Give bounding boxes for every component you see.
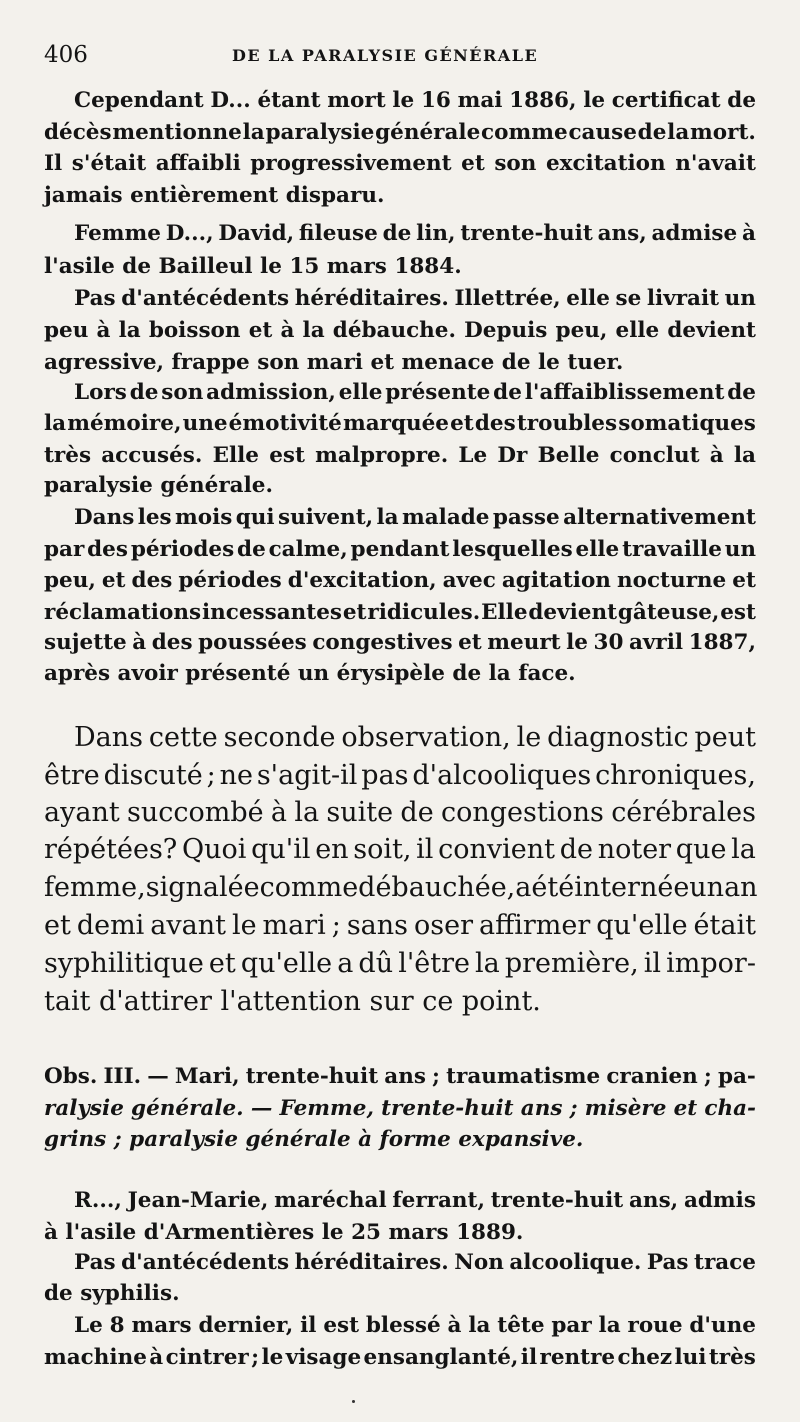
page-header (44, 42, 756, 70)
text-line: par des périodes de calme, pendant lesquelles elle travaille un (44, 537, 756, 562)
text-line: Cependant D... étant mort le 16 mai 1886, le certificat de (74, 88, 756, 113)
text-line: Le 8 mars dernier, il est blessé à la tête par la roue d'une (74, 1313, 756, 1338)
text-line: syphilitique et qu'elle a dû l'être la première, il impor- (44, 948, 756, 979)
text-line: paralysie générale. (44, 473, 273, 498)
ink-speck (352, 1400, 355, 1403)
running-title: DE LA PARALYSIE GÉNÉRALE (232, 46, 539, 65)
text-line: Pas d'antécédents héréditaires. Non alcoolique. Pas trace (74, 1250, 756, 1275)
text-line: grins ; paralysie générale à forme expansive. (44, 1127, 584, 1152)
text-line: après avoir présenté un érysipèle de la face. (44, 661, 576, 686)
text-line: l'asile de Bailleul le 15 mars 1884. (44, 254, 462, 279)
text-line: être discuté ; ne s'agit-il pas d'alcooliques chroniques, (44, 760, 756, 791)
text-line: peu, et des périodes d'excitation, avec agitation nocturne et (44, 568, 756, 593)
text-line: à l'asile d'Armentières le 25 mars 1889. (44, 1220, 524, 1245)
text-line: et demi avant le mari ; sans oser affirmer qu'elle était (44, 910, 756, 941)
text-line: Lors de son admission, elle présente de l'affaiblissement de (74, 380, 756, 405)
text-line: de syphilis. (44, 1281, 180, 1306)
text-line: peu à la boisson et à la débauche. Depuis peu, elle devient (44, 318, 756, 343)
text-line: tait d'attirer l'attention sur ce point. (44, 986, 541, 1017)
text-line: ayant succombé à la suite de congestions cérébrales (44, 797, 756, 828)
text-line: Femme D..., David, fileuse de lin, trente-huit ans, admise à (74, 221, 756, 246)
text-line: jamais entièrement disparu. (44, 183, 385, 208)
text-line: répétées? Quoi qu'il en soit, il convient de noter que la (44, 834, 756, 865)
text-line: Dans les mois qui suivent, la malade passe alternativement (74, 505, 756, 530)
text-line: décès mentionne la paralysie générale comme cause de la mort. (44, 120, 756, 145)
text-line: Pas d'antécédents héréditaires. Illettrée, elle se livrait un (74, 286, 756, 311)
text-line: femme, signalée comme débauchée, a été internée un an (44, 872, 758, 903)
text-line: Obs. III. — Mari, trente-huit ans ; traumatisme cranien ; pa- (44, 1064, 756, 1089)
text-line: très accusés. Elle est malpropre. Le Dr Belle conclut à la (44, 443, 756, 468)
text-line: la mémoire, une émotivité marquée et des troubles somatiques (44, 411, 756, 436)
page-number: 406 (44, 42, 88, 68)
text-line: machine à cintrer ; le visage ensanglanté, il rentre chez lui très (44, 1345, 756, 1370)
text-line: ralysie générale. — Femme, trente-huit ans ; misère et cha- (44, 1096, 756, 1121)
text-line: Il s'était affaibli progressivement et son excitation n'avait (44, 151, 756, 176)
text-line: sujette à des poussées congestives et meurt le 30 avril 1887, (44, 630, 756, 655)
text-line: Dans cette seconde observation, le diagnostic peut (74, 722, 756, 753)
text-line: réclamations incessantes et ridicules. Elle devient gâteuse, est (44, 600, 756, 625)
text-line: R..., Jean-Marie, maréchal ferrant, trente-huit ans, admis (74, 1188, 756, 1213)
text-line: agressive, frappe son mari et menace de le tuer. (44, 350, 624, 375)
